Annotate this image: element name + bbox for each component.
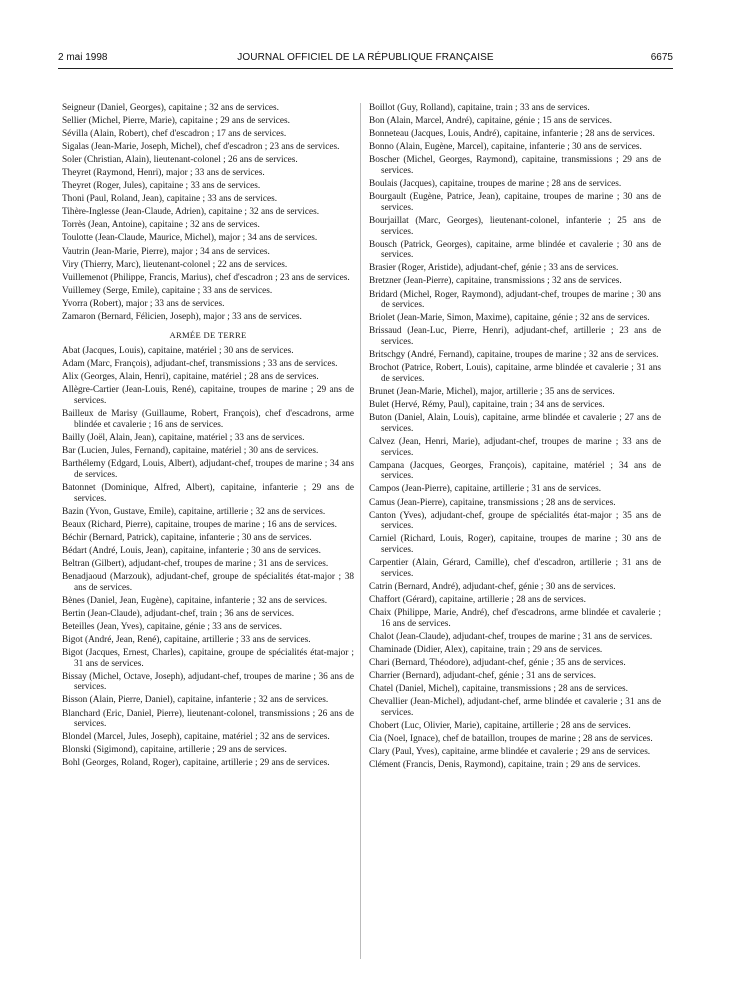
list-item: Chari (Bernard, Théodore), adjudant-chef, génie ; 35 ans de services. xyxy=(369,657,626,668)
page-number: 6675 xyxy=(650,52,673,63)
list-item: Abat (Jacques, Louis), capitaine, matériel ; 30 ans de services. xyxy=(62,346,294,357)
list-item: Beaux (Richard, Pierre), capitaine, troupes de marine ; 16 ans de services. xyxy=(62,519,337,530)
list-item: Bertin (Jean-Claude), adjudant-chef, train ; 36 ans de services. xyxy=(62,608,295,619)
list-item: Chaffort (Gérard), capitaine, artillerie ; 28 ans de services. xyxy=(369,595,586,606)
list-item: Vuillemenot (Philippe, Francis, Marius), chef d'escadron ; 23 ans de services. xyxy=(62,272,350,283)
header-date: 2 mai 1998 xyxy=(58,52,108,63)
list-item: Chevallier (Jean-Michel), adjudant-chef, arme blindée et cavalerie ; 31 ans de services. xyxy=(369,697,661,718)
list-item: Theyret (Roger, Jules), capitaine ; 33 ans de services. xyxy=(62,181,261,192)
list-item: Bènes (Daniel, Jean, Eugène), capitaine, infanterie ; 32 ans de services. xyxy=(62,595,328,606)
list-item: Bissay (Michel, Octave, Joseph), adjudant-chef, troupes de marine ; 36 ans de services. xyxy=(62,671,354,693)
list-item: Beteilles (Jean, Yves), capitaine, génie ; 33 ans de services. xyxy=(62,621,282,632)
list-item: Brochot (Patrice, Robert, Louis), capitaine, arme blindée et cavalerie ; 31 ans de services. xyxy=(369,363,661,384)
page-header xyxy=(58,52,673,68)
list-item: Thoni (Paul, Roland, Jean), capitaine ; 33 ans de services. xyxy=(62,194,278,205)
list-item: Barthélemy (Edgard, Louis, Albert), adjudant-chef, troupes de marine ; 34 ans de services. xyxy=(62,459,354,480)
list-item: Toulotte (Jean-Claude, Maurice, Michel), major ; 34 ans de services. xyxy=(62,233,318,244)
list-item: Bigot (André, Jean, René), capitaine, artillerie ; 33 ans de services. xyxy=(62,634,311,645)
list-item: Chaminade (Didier, Alex), capitaine, train ; 29 ans de services. xyxy=(369,644,603,655)
section-title: ARMÉE DE TERRE xyxy=(169,329,247,340)
list-item: Sévilla (Alain, Robert), chef d'escadron ; 17 ans de services. xyxy=(62,129,287,140)
list-item: Bohl (Georges, Roland, Roger), capitaine, artillerie ; 29 ans de services. xyxy=(62,758,330,769)
entries-right xyxy=(369,103,661,771)
list-item: Chobert (Luc, Olivier, Marie), capitaine, artillerie ; 28 ans de services. xyxy=(369,720,631,731)
list-item: Campana (Jacques, Georges, François), capitaine, matériel ; 34 ans de services. xyxy=(369,460,661,482)
list-item: Catrin (Bernard, André), adjudant-chef, génie ; 30 ans de services. xyxy=(369,581,616,592)
list-item: Zamaron (Bernard, Félicien, Joseph), major ; 33 ans de services. xyxy=(62,311,302,322)
list-item: Bar (Lucien, Jules, Fernand), capitaine, matériel ; 30 ans de services. xyxy=(62,446,319,457)
list-item: Alix (Georges, Alain, Henri), capitaine, matériel ; 28 ans de services. xyxy=(62,372,319,383)
list-item: Vautrin (Jean-Marie, Pierre), major ; 34 ans de services. xyxy=(62,246,270,257)
list-item: Bisson (Alain, Pierre, Daniel), capitaine, infanterie ; 32 ans de services. xyxy=(62,695,329,706)
list-item: Canton (Yves), adjudant-chef, groupe de spécialités état-major ; 35 ans de services. xyxy=(369,510,661,532)
list-item: Bazin (Yvon, Gustave, Emile), capitaine, artillerie ; 32 ans de services. xyxy=(62,506,326,517)
list-item: Carpentier (Alain, Gérard, Camille), chef d'escadron, artillerie ; 31 ans de services. xyxy=(369,558,661,579)
list-item: Bourjaillat (Marc, Georges), lieutenant-colonel, infanterie ; 25 ans de services. xyxy=(369,215,661,237)
list-item: Bailleux de Marisy (Guillaume, Robert, François), chef d'escadrons, arme blindée et cavalerie ; 16 ans de services. xyxy=(62,409,354,430)
list-item: Brissaud (Jean-Luc, Pierre, Henri), adjudant-chef, artillerie ; 23 ans de services. xyxy=(369,326,661,348)
list-item: Torrès (Jean, Antoine), capitaine ; 32 ans de services. xyxy=(62,220,260,231)
list-item: Bretzner (Jean-Pierre), capitaine, transmissions ; 32 ans de services. xyxy=(369,276,622,287)
journal-title: JOURNAL OFFICIEL DE LA RÉPUBLIQUE FRANÇAISE xyxy=(237,52,494,63)
list-item: Bridard (Michel, Roger, Raymond), adjudant-chef, troupes de marine ; 30 ans de services. xyxy=(369,289,661,311)
list-item: Bonno (Alain, Eugène, Marcel), capitaine, infanterie ; 30 ans de services. xyxy=(369,142,642,153)
list-item: Béchir (Bernard, Patrick), capitaine, infanterie ; 30 ans de services. xyxy=(62,532,312,543)
list-item: Seigneur (Daniel, Georges), capitaine ; 32 ans de services. xyxy=(62,103,279,113)
list-item: Chalot (Jean-Claude), adjudant-chef, troupes de marine ; 31 ans de services. xyxy=(369,631,653,642)
list-item: Blanchard (Eric, Daniel, Pierre), lieutenant-colonel, transmissions ; 26 ans de services. xyxy=(62,708,354,730)
list-item: Chaix (Philippe, Marie, André), chef d'escadrons, arme blindée et cavalerie ; 16 ans de services. xyxy=(369,608,661,629)
list-item: Bousch (Patrick, Georges), capitaine, arme blindée et cavalerie ; 30 ans de services. xyxy=(369,239,661,261)
list-item: Bourgault (Eugène, Patrice, Jean), capitaine, troupes de marine ; 30 ans de services. xyxy=(369,192,661,213)
list-item: Bédart (André, Louis, Jean), capitaine, infanterie ; 30 ans de services. xyxy=(62,545,321,556)
list-item: Bonneteau (Jacques, Louis, André), capitaine, infanterie ; 28 ans de services. xyxy=(369,129,655,140)
list-item: Tihère-Inglesse (Jean-Claude, Adrien), capitaine ; 32 ans de services. xyxy=(62,207,320,218)
left-column xyxy=(62,103,354,771)
list-item: Sigalas (Jean-Marie, Joseph, Michel), chef d'escadron ; 23 ans de services. xyxy=(62,142,340,153)
list-item: Bulet (Hervé, Rémy, Paul), capitaine, train ; 34 ans de services. xyxy=(369,400,605,411)
list-item: Chatel (Daniel, Michel), capitaine, transmissions ; 28 ans de services. xyxy=(369,684,628,695)
list-item: Buton (Daniel, Alain, Louis), capitaine, arme blindée et cavalerie ; 27 ans de services. xyxy=(369,413,661,434)
list-item: Bon (Alain, Marcel, André), capitaine, génie ; 15 ans de services. xyxy=(369,116,612,127)
list-item: Carniel (Richard, Louis, Roger), capitaine, troupes de marine ; 30 ans de services. xyxy=(369,534,661,556)
list-item: Batonnet (Dominique, Alfred, Albert), capitaine, infanterie ; 29 ans de services. xyxy=(62,482,354,504)
list-item: Calvez (Jean, Henri, Marie), adjudant-chef, troupes de marine ; 33 ans de services. xyxy=(369,436,661,458)
list-item: Soler (Christian, Alain), lieutenant-colonel ; 26 ans de services. xyxy=(62,155,298,166)
list-item: Cia (Noel, Ignace), chef de bataillon, troupes de marine ; 28 ans de services. xyxy=(369,733,653,744)
list-item: Clary (Paul, Yves), capitaine, arme blindée et cavalerie ; 29 ans de services. xyxy=(369,746,651,757)
list-item: Yvorra (Robert), major ; 33 ans de services. xyxy=(62,298,225,309)
list-item: Vuillemey (Serge, Emile), capitaine ; 33 ans de services. xyxy=(62,285,273,296)
list-item: Sellier (Michel, Pierre, Marie), capitaine ; 29 ans de services. xyxy=(62,116,290,127)
list-item: Allègre-Cartier (Jean-Louis, René), capitaine, troupes de marine ; 29 ans de services. xyxy=(62,385,354,407)
list-item: Campos (Jean-Pierre), capitaine, artillerie ; 31 ans de services. xyxy=(369,484,602,495)
list-item: Boscher (Michel, Georges, Raymond), capitaine, transmissions ; 29 ans de services. xyxy=(369,155,661,176)
list-item: Benadjaoud (Marzouk), adjudant-chef, groupe de spécialités état-major ; 38 ans de services. xyxy=(62,571,354,593)
list-item: Brasier (Roger, Aristide), adjudant-chef, génie ; 33 ans de services. xyxy=(369,263,619,274)
list-item: Brunet (Jean-Marie, Michel), major, artillerie ; 35 ans de services. xyxy=(369,387,615,397)
list-item: Adam (Marc, François), adjudant-chef, transmissions ; 33 ans de services. xyxy=(62,359,338,370)
entries-top xyxy=(62,103,354,323)
list-item: Viry (Thierry, Marc), lieutenant-colonel ; 22 ans de services. xyxy=(62,259,288,270)
list-item: Theyret (Raymond, Henri), major ; 33 ans de services. xyxy=(62,168,265,179)
list-item: Blonski (Sigimond), capitaine, artillerie ; 29 ans de services. xyxy=(62,745,287,756)
column-divider xyxy=(360,103,361,959)
list-item: Camus (Jean-Pierre), capitaine, transmissions ; 28 ans de services. xyxy=(369,497,616,508)
list-item: Boulais (Jacques), capitaine, troupes de marine ; 28 ans de services. xyxy=(369,178,622,189)
list-item: Britschgy (André, Fernand), capitaine, troupes de marine ; 32 ans de services. xyxy=(369,350,659,361)
list-item: Beltran (Gilbert), adjudant-chef, troupes de marine ; 31 ans de services. xyxy=(62,558,329,569)
entries-bottom xyxy=(62,346,354,769)
list-item: Boillot (Guy, Rolland), capitaine, train ; 33 ans de services. xyxy=(369,103,590,113)
list-item: Bigot (Jacques, Ernest, Charles), capitaine, groupe de spécialités état-major ; 31 ans de services. xyxy=(62,647,354,669)
list-item: Charrier (Bernard), adjudant-chef, génie ; 31 ans de services. xyxy=(369,671,596,681)
list-item: Bailly (Joël, Alain, Jean), capitaine, matériel ; 33 ans de services. xyxy=(62,432,305,443)
list-item: Briolet (Jean-Marie, Simon, Maxime), capitaine, génie ; 32 ans de services. xyxy=(369,313,650,324)
header-rule xyxy=(58,68,673,69)
list-item: Blondel (Marcel, Jules, Joseph), capitaine, matériel ; 32 ans de services. xyxy=(62,732,330,743)
right-column xyxy=(369,103,661,773)
list-item: Clément (Francis, Denis, Raymond), capitaine, train ; 29 ans de services. xyxy=(369,760,641,771)
